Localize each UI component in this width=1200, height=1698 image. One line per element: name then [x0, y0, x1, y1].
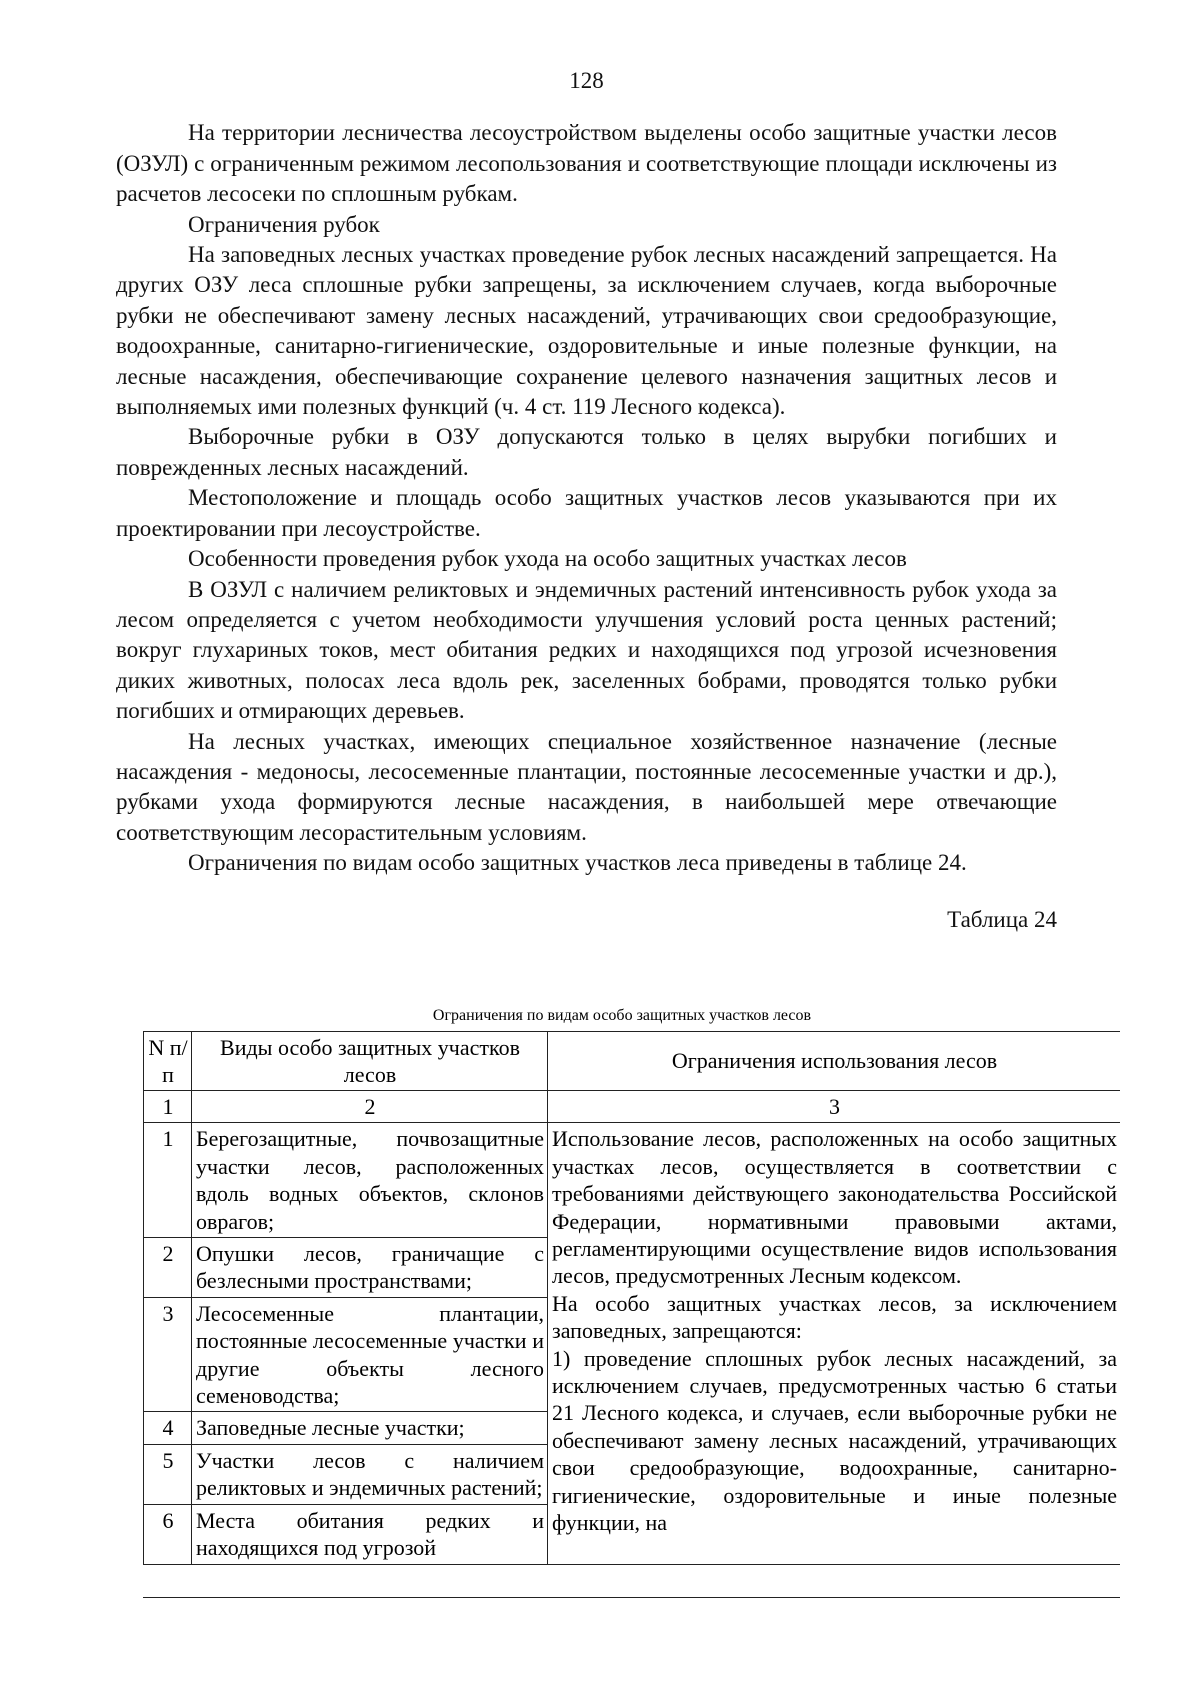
row-type: Участки лесов с наличием реликтовых и эндемичных растений;: [192, 1444, 548, 1504]
column-number-1: 1: [144, 1091, 192, 1123]
row-type: Лесосеменные плантации, постоянные лесосеменные участки и другие объекты лесного семеноводства;: [192, 1297, 548, 1412]
column-number-2: 2: [192, 1091, 548, 1123]
paragraph-relict-plants: В ОЗУЛ с наличием реликтовых и эндемичных растений интенсивность рубок ухода за лесом определяется с учетом необходимости улучшения условий роста ценных растений; вокруг глухариных токов, мест обитания редких и находящихся под угрозой исчезновения диких животных, полосах леса вдоль рек, заселенных бобрами, проводятся только рубки погибших и отмирающих деревьев.: [116, 576, 1057, 724]
paragraph-location-area: Местоположение и площадь особо защитных участков лесов указываются при их проектировании при лесоустройстве.: [116, 485, 1057, 541]
table-number-label: Таблица 24: [947, 906, 1057, 932]
paragraph-selective-cutting: Выборочные рубки в ОЗУ допускаются только в целях вырубки погибших и поврежденных лесных насаждений.: [116, 424, 1057, 480]
paragraph-heading-thinning: Особенности проведения рубок ухода на особо защитных участках лесов: [188, 546, 907, 572]
restrictions-text-item-1: 1) проведение сплошных рубок лесных насаждений, за исключением случаев, предусмотренных частью 6 статьи 21 Лесного кодекса, и случаев, если выборочные рубки не обеспечивают замену лесных насаждений, утрачивающих свои средообразующие, водоохранные, санитарно-гигиенические, оздоровительные и иные полезные функции, на: [552, 1345, 1117, 1536]
paragraph-special-purpose: На лесных участках, имеющих специальное хозяйственное назначение (лесные насаждения - медоносы, лесосеменные плантации, постоянные лесосеменные участки и др.), рубками ухода формируются лесные насаждения, в наибольшей мере отвечающие соответствующим лесорастительным условиям.: [116, 728, 1057, 845]
restrictions-table: [143, 1031, 1120, 1565]
paragraph-table-reference: Ограничения по видам особо защитных участков леса приведены в таблице 24.: [188, 850, 967, 876]
table-header-row: [144, 1032, 1121, 1091]
row-number: 5: [144, 1444, 192, 1504]
restrictions-cell: [548, 1123, 1121, 1564]
header-type: Виды особо защитных участков лесов: [192, 1032, 548, 1091]
column-number-3: 3: [548, 1091, 1121, 1123]
header-restrictions: Ограничения использования лесов: [548, 1032, 1121, 1091]
row-type: Заповедные лесные участки;: [192, 1412, 548, 1444]
table-column-numbers-row: [144, 1091, 1121, 1123]
header-number: N п/п: [144, 1032, 192, 1091]
row-number: 3: [144, 1297, 192, 1412]
row-number: 4: [144, 1412, 192, 1444]
table-title: Ограничения по видам особо защитных участков лесов: [432, 1007, 812, 1024]
paragraph-reserved-areas: На заповедных лесных участках проведение рубок лесных насаждений запрещается. На других ОЗУ леса сплошные рубки запрещены, за исключением случаев, когда выборочные рубки не обеспечивают замену лесных насаждений, утрачивающих свои средообразующие, водоохранные, санитарно-гигиенические, оздоровительные и иные полезные функции, на лесные насаждения, обеспечивающие сохранение целевого назначения защитных лесов и выполняемых ими полезных функций (ч. 4 ст. 119 Лесного кодекса).: [116, 242, 1057, 420]
table-row: [144, 1123, 1121, 1238]
restrictions-text-general: Использование лесов, расположенных на особо защитных участках лесов, осуществляется в соответствии с требованиями действующего законодательства Российской Федерации, нормативными правовыми актами, регламентирующими осуществление видов использования лесов, предусмотренных Лесным кодексом.: [552, 1126, 1117, 1289]
restrictions-text-prohibited: На особо защитных участках лесов, за исключением заповедных, запрещаются:: [552, 1290, 1117, 1344]
row-number: 6: [144, 1504, 192, 1564]
paragraph-ozul-intro: На территории лесничества лесоустройством выделены особо защитные участки лесов (ОЗУЛ) с ограниченным режимом лесопользования и соответствующие площади исключены из расчетов лесосеки по сплошным рубкам.: [116, 120, 1057, 207]
paragraph-heading-restrictions: Ограничения рубок: [188, 211, 380, 237]
row-type: Берегозащитные, почвозащитные участки лесов, расположенных вдоль водных объектов, склонов оврагов;: [192, 1123, 548, 1238]
restrictions-table-container: [143, 1031, 1120, 1598]
row-type: Опушки лесов, граничащие с безлесными пространствами;: [192, 1238, 548, 1298]
row-number: 1: [144, 1123, 192, 1238]
row-number: 2: [144, 1238, 192, 1298]
page-number: 128: [569, 68, 604, 93]
row-type: Места обитания редких и находящихся под угрозой: [192, 1504, 548, 1564]
